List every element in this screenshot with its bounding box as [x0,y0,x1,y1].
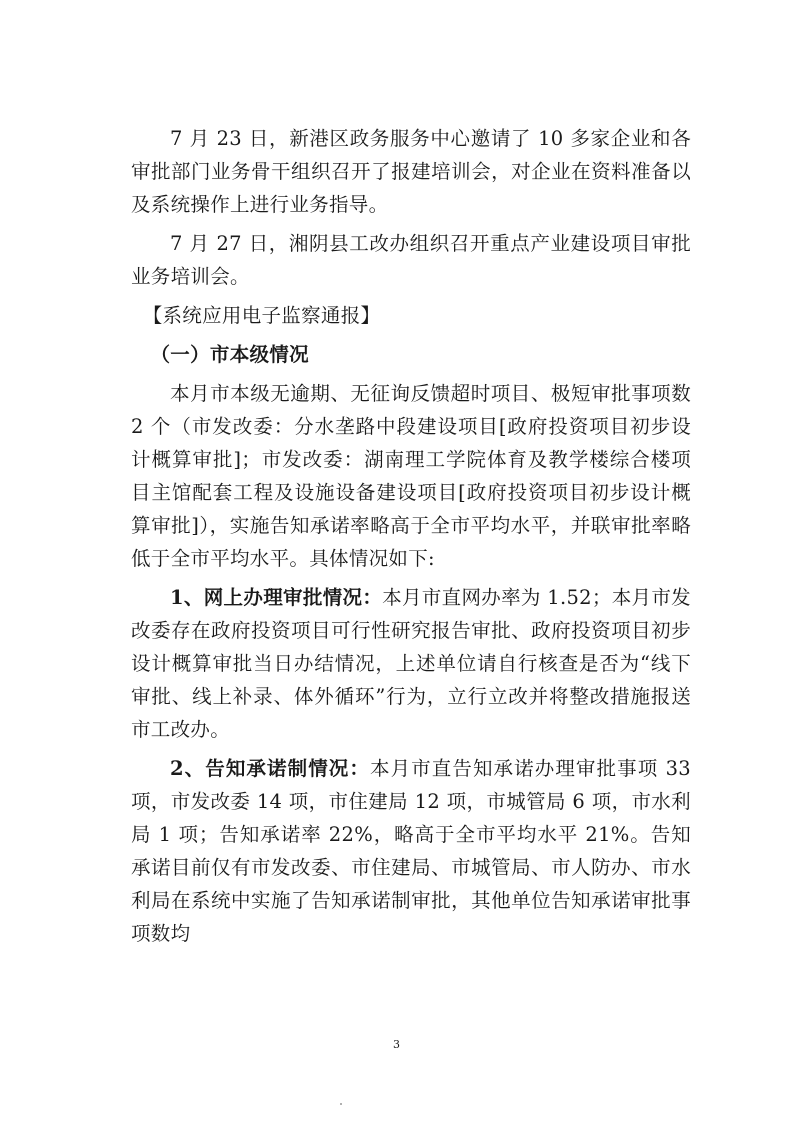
notification-commitment-label: 2、告知承诺制情况： [170,757,370,780]
paragraph-online-approval [131,581,691,746]
online-approval-text: 本月市直网办率为 1.52；本月市发改委存在政府投资项目可行性研究报告审批、政府投资项目初步设计概算审批当日办结情况，上述单位请自行核查是否为“线下审批、线上补录、体外循环”行为，立行立改并将整改措施报送市工改办。 [131,586,691,741]
notification-commitment-text: 本月市直告知承诺办理审批事项 33 项，市发改委 14 项，市住建局 12 项，市城管局 6 项，市水利局 1 项；告知承诺率 22%，略高于全市平均水平 21%。告知承诺目前仅有市发改委、市住建局、市城管局、市人防办、市水利局在系统中实施了告知承诺制审批，其他单位告知承诺审批事项数均 [131,757,691,945]
document-body [131,122,691,956]
paragraph-notification-commitment [131,752,691,950]
subsection-heading: （一）市本级情况 [150,343,309,366]
section-heading: 【系统应用电子监察通报】 [142,304,381,327]
page-number: 3 [393,1038,400,1051]
scan-speck [340,1103,342,1105]
paragraph-training-xiangyin: 7 月 27 日，湘阴县工改办组织召开重点产业建设项目审批业务培训会。 [131,232,691,288]
paragraph-training-xingang: 7 月 23 日，新港区政务服务中心邀请了 10 多家企业和各审批部门业务骨干组织召开了报建培训会，对企业在资料准备以及系统操作上进行业务指导。 [131,127,691,216]
online-approval-label: 1、网上办理审批情况： [170,586,383,609]
paragraph-city-level-summary: 本月市本级无逾期、无征询反馈超时项目、极短审批事项数 2 个（市发改委：分水垄路中段建设项目[政府投资项目初步设计概算审批]；市发改委：湖南理工学院体育及教学楼综合楼项目主馆配套工程及设施设备建设项目[政府投资项目初步设计概算审批]），实施告知承诺率略高于全市平均水平，并联审批率略低于全市平均水平。具体情况如下: [131,382,691,570]
